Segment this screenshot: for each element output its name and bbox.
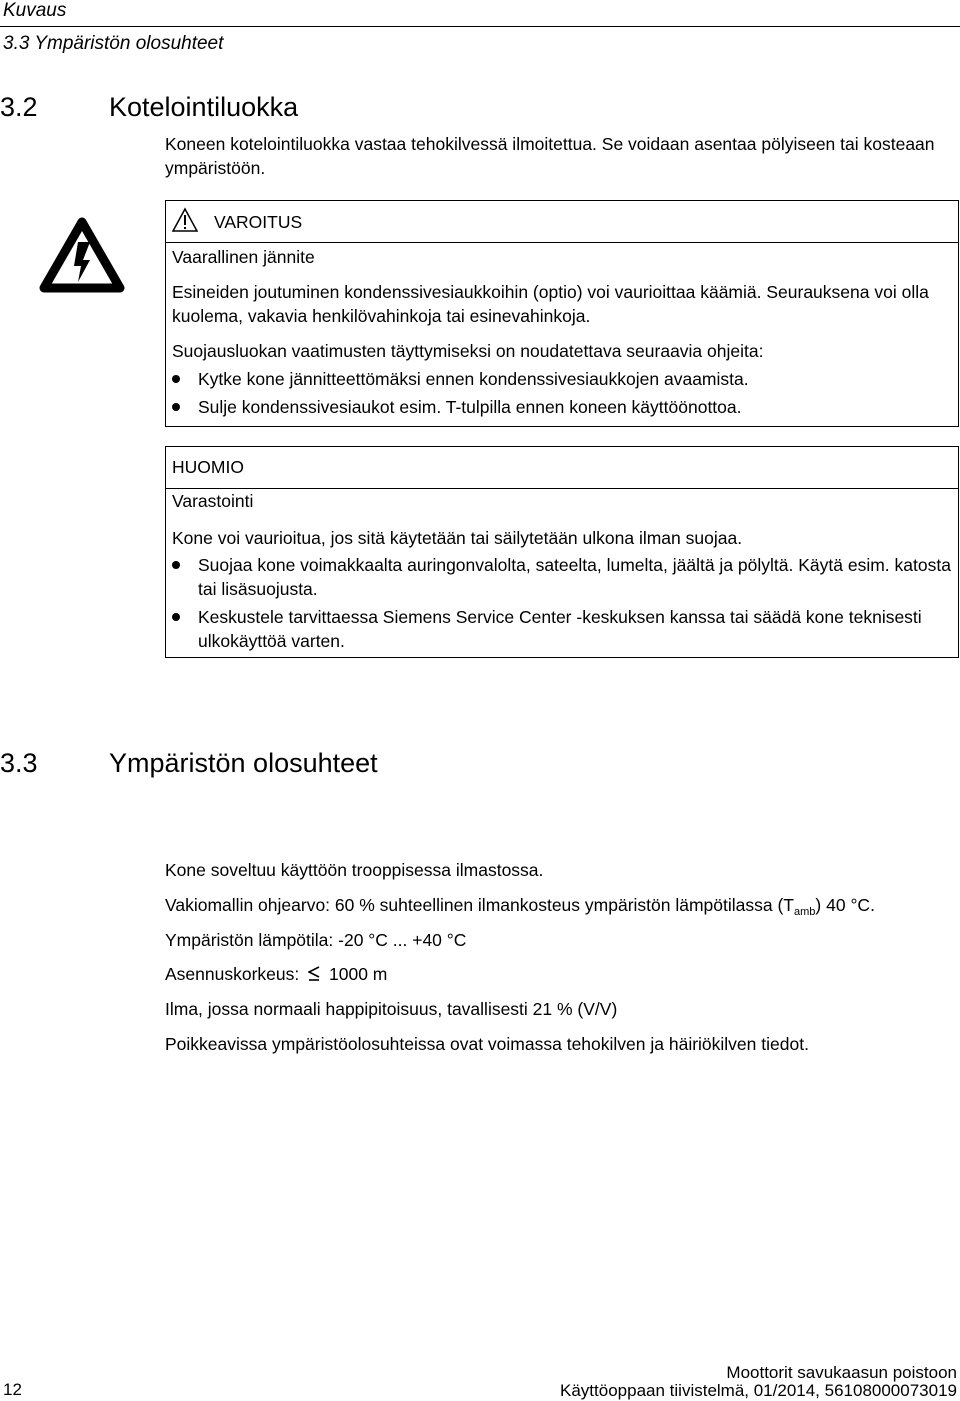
warning-label: VAROITUS <box>214 212 303 232</box>
notice-box <box>165 446 959 658</box>
para-deviating-conditions: Poikkeavissa ympäristöolosuhteissa ovat voimassa tehokilven ja häiriökilven tiedot. <box>165 1034 809 1054</box>
para-air: Ilma, jossa normaali happipitoisuus, tavallisesti 21 % (V/V) <box>165 999 618 1019</box>
section-heading-3-3 <box>0 748 960 782</box>
electrical-hazard-icon <box>38 216 126 296</box>
section-heading-3-2 <box>0 92 960 126</box>
warning-text: Esineiden joutuminen kondenssivesiaukkoihin (optio) voi vaurioittaa käämiä. Seurauksena voi olla kuolema, vakavia henkilövahinkoja tai esinevahinkoja. <box>172 282 929 326</box>
para-temperature: Ympäristön lämpötila: -20 °C ... +40 °C <box>165 930 467 950</box>
footer-document-title: Moottorit savukaasun poistoon <box>726 1363 957 1382</box>
notice-title: Varastointi <box>172 491 254 511</box>
header-divider <box>0 26 960 27</box>
notice-label: HUOMIO <box>172 457 244 477</box>
warning-triangle-icon <box>171 207 199 233</box>
section-title: Kotelointiluokka <box>109 92 299 122</box>
para-tropical: Kone soveltuu käyttöön trooppisessa ilmastossa. <box>165 860 544 880</box>
running-header-title: Kuvaus <box>3 0 67 21</box>
section-title: Ympäristön olosuhteet <box>109 748 378 778</box>
bullet-icon <box>172 613 180 621</box>
bullet-icon <box>172 375 180 383</box>
warning-bullet-1: Kytke kone jännitteettömäksi ennen kondenssivesiaukkojen avaamista. <box>198 369 749 389</box>
bullet-icon <box>172 561 180 569</box>
warning-instructions: Suojausluokan vaatimusten täyttymiseksi on noudatettava seuraavia ohjeita: <box>172 341 764 361</box>
para-humidity: Vakiomallin ohjearvo: 60 % suhteellinen ilmankosteus ympäristön lämpötilassa $(T_{amb})$ 40 °C. <box>165 895 875 918</box>
running-header-subtitle: 3.3 Ympäristön olosuhteet <box>3 33 224 54</box>
section-intro-text: Koneen kotelointiluokka vastaa tehokilvessä ilmoitettua. Se voidaan asentaa pölyiseen tai kosteaan ympäristöön. <box>165 134 935 178</box>
section-number: 3.3 <box>0 748 38 778</box>
notice-bullet-2: Keskustele tarvittaessa Siemens Service Center -keskuksen kanssa tai säädä kone teknisesti ulkokäyttöä varten. <box>198 607 922 651</box>
notice-bullet-1: Suojaa kone voimakkaalta auringonvalolta, sateelta, lumelta, jäältä ja pölyltä. Käytä esim. katosta tai lisäsuojusta. <box>198 555 951 599</box>
bullet-icon <box>172 403 180 411</box>
less-or-equal-icon <box>308 964 320 980</box>
warning-title: Vaarallinen jännite <box>172 247 315 267</box>
warning-bullet-2: Sulje kondenssivesiaukot esim. T-tulpilla ennen koneen käyttöönottoa. <box>198 397 742 417</box>
footer-document-info: Käyttöoppaan tiivistelmä, 01/2014, 56108000073019 <box>560 1381 957 1400</box>
para-altitude: Asennuskorkeus: 1000 m <box>165 964 388 984</box>
warning-box <box>165 200 959 427</box>
section-number: 3.2 <box>0 92 38 122</box>
notice-text: Kone voi vaurioitua, jos sitä käytetään tai säilytetään ulkona ilman suojaa. <box>172 528 743 548</box>
notice-header <box>166 447 958 489</box>
page-number: 12 <box>3 1380 22 1399</box>
warning-header <box>166 201 958 243</box>
